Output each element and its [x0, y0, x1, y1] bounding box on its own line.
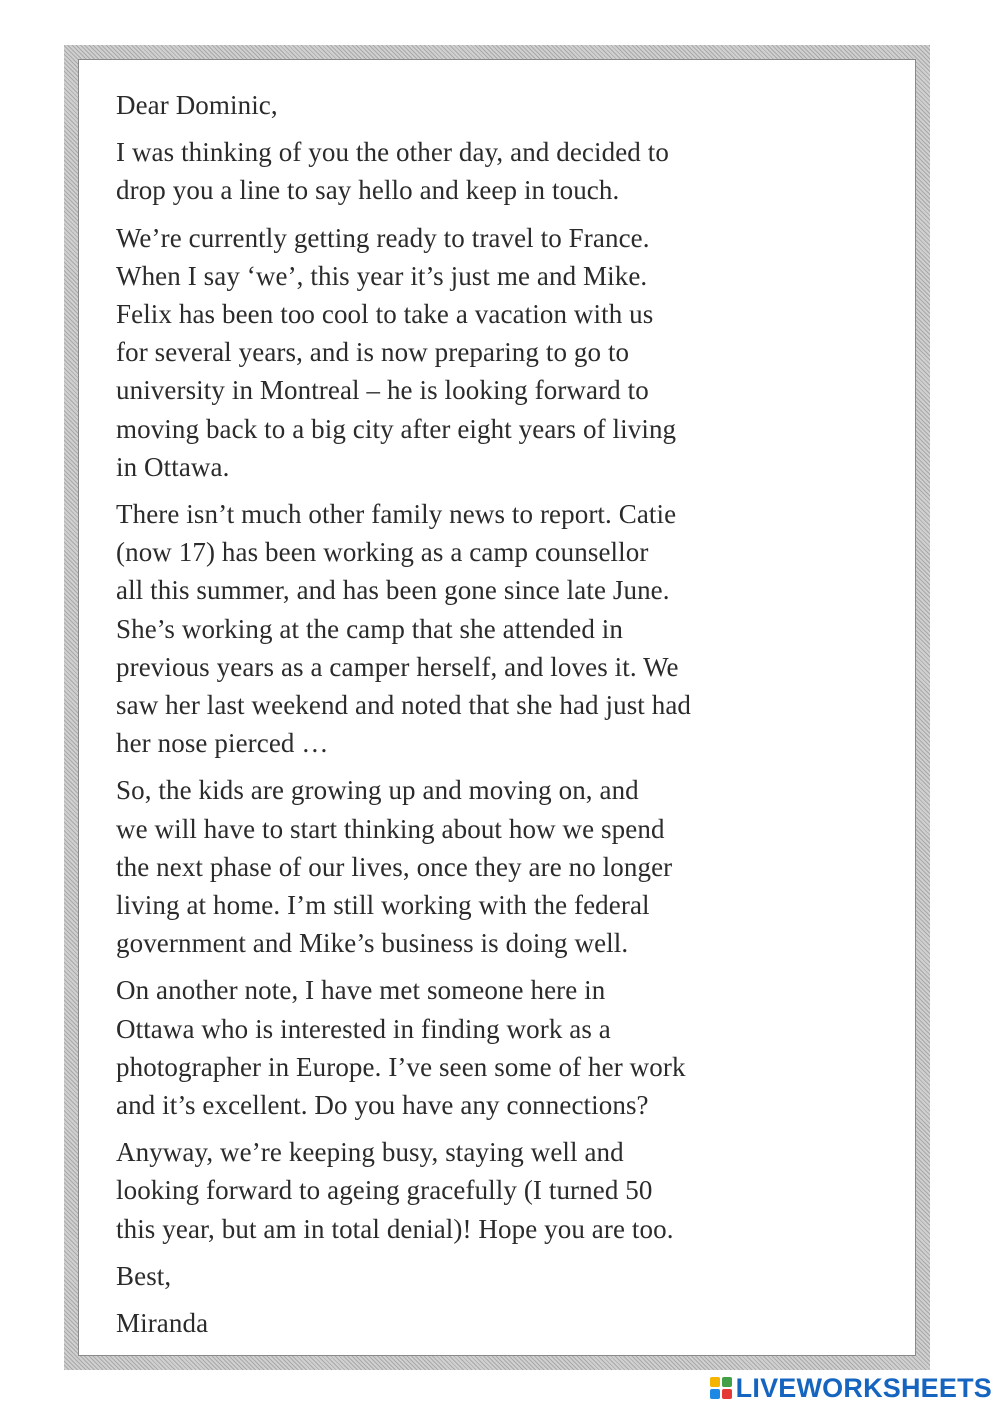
letter-line: we will have to start thinking about how we spend	[116, 813, 665, 844]
letter-line: university in Montreal – he is looking forward to	[116, 375, 649, 406]
letter-line: saw her last weekend and noted that she had just had	[116, 690, 692, 721]
letter-line: I was thinking of you the other day, and decided to	[116, 137, 669, 168]
letter-line: in Ottawa.	[116, 451, 230, 482]
letter-paragraph	[116, 771, 885, 962]
liveworksheets-watermark	[710, 1371, 992, 1405]
letter-line: There isn’t much other family news to report. Catie	[116, 499, 677, 530]
letter-line: Miranda	[116, 1308, 209, 1339]
letter-line: We’re currently getting ready to travel to France.	[116, 222, 650, 253]
liveworksheets-logo-icon	[710, 1377, 732, 1399]
letter-line: government and Mike’s business is doing well.	[116, 928, 629, 959]
watermark-text: LIVEWORKSHEETS	[735, 1372, 992, 1403]
letter-line: this year, but am in total denial)! Hope you are too.	[116, 1213, 674, 1244]
letter-line: She’s working at the camp that she attended in	[116, 613, 623, 644]
letter-line: Dear Dominic,	[116, 90, 278, 120]
letter-line: looking forward to ageing gracefully (I turned 50	[116, 1175, 653, 1206]
letter-paragraph	[116, 1133, 885, 1248]
letter-line: for several years, and is now preparing to go to	[116, 337, 630, 368]
letter-line: photographer in Europe. I’ve seen some of her work	[116, 1051, 686, 1082]
letter-paragraph	[116, 219, 885, 486]
letter-line: When I say ‘we’, this year it’s just me and Mike.	[116, 260, 648, 291]
letter-paragraph	[116, 133, 885, 209]
letter-paragraph	[116, 971, 885, 1124]
letter-paragraph	[116, 1304, 885, 1342]
letter-line: and it’s excellent. Do you have any connections?	[116, 1090, 649, 1121]
letter-paragraph	[116, 1257, 885, 1295]
letter-paper	[78, 59, 916, 1356]
letter-line: So, the kids are growing up and moving on, and	[116, 775, 639, 806]
letter-frame	[64, 45, 930, 1370]
letter-line: the next phase of our lives, once they are no longer	[116, 851, 673, 882]
letter-paragraph	[116, 495, 885, 762]
letter-line: her nose pierced …	[116, 728, 329, 759]
letter-line: moving back to a big city after eight years of living	[116, 413, 677, 444]
letter-line: Felix has been too cool to take a vacation with us	[116, 299, 654, 330]
letter-line: (now 17) has been working as a camp counsellor	[116, 537, 649, 568]
letter-line: living at home. I’m still working with the federal	[116, 890, 650, 921]
letter-paragraph	[116, 86, 885, 124]
letter-body	[116, 86, 885, 1342]
letter-line: previous years as a camper herself, and loves it. We	[116, 651, 679, 682]
letter-line: Best,	[116, 1260, 172, 1291]
letter-line: On another note, I have met someone here in	[116, 975, 606, 1006]
letter-line: drop you a line to say hello and keep in touch.	[116, 175, 620, 206]
letter-line: Anyway, we’re keeping busy, staying well and	[116, 1137, 624, 1168]
letter-line: Ottawa who is interested in finding work as a	[116, 1013, 611, 1044]
letter-line: all this summer, and has been gone since late June.	[116, 575, 670, 606]
